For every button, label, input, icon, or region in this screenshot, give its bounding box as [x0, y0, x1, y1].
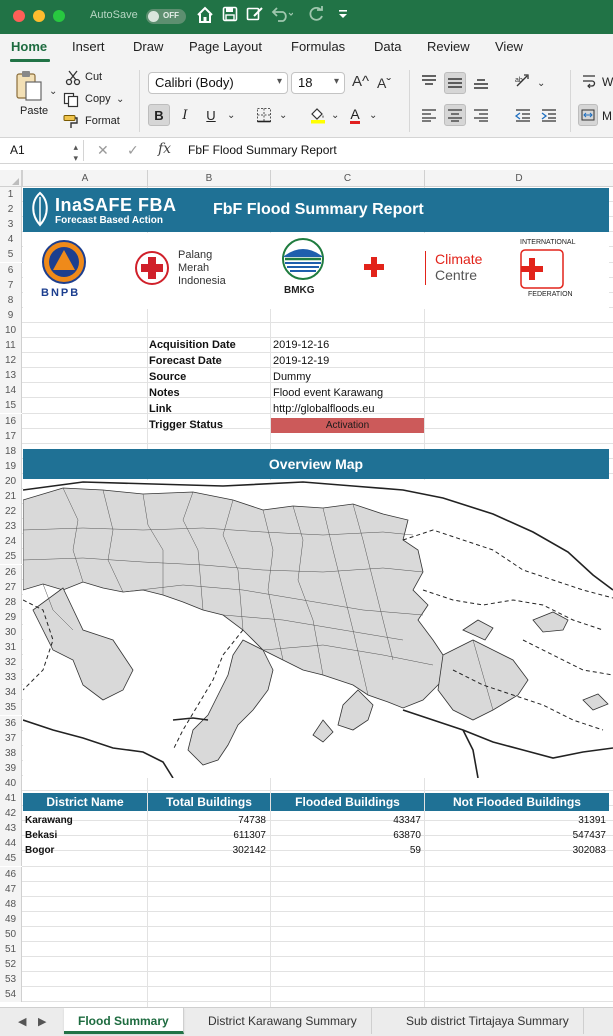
italic-button[interactable]: I — [182, 107, 188, 123]
sheet-tab-flood-summary[interactable]: Flood Summary — [64, 1008, 184, 1034]
inasafe-logo-icon — [27, 191, 53, 232]
grid-row-line — [22, 1001, 613, 1002]
info-value-link[interactable]: http://globalfloods.eu — [273, 403, 375, 415]
cut-label[interactable]: Cut — [85, 71, 103, 83]
logo-title: InaSAFE FBA — [55, 195, 177, 215]
row-header[interactable]: 23 — [0, 519, 22, 534]
column-headers — [0, 170, 613, 187]
bmkg-logo-icon — [277, 237, 329, 286]
table-cell-district[interactable]: Bekasi — [25, 830, 58, 841]
wrap-text-icon[interactable] — [582, 73, 596, 92]
row-header[interactable]: 41 — [0, 791, 22, 806]
table-cell-not-flooded[interactable]: 547437 — [572, 830, 606, 841]
row-header[interactable]: 15 — [0, 398, 22, 413]
row-header[interactable]: 4 — [0, 232, 22, 247]
autosave-state: OFF — [163, 11, 179, 20]
scissors-icon[interactable] — [65, 70, 81, 89]
pmi-line-2: Merah — [178, 262, 210, 274]
row-header[interactable]: 9 — [0, 308, 22, 323]
row-header[interactable]: 16 — [0, 414, 22, 429]
grid-row-line — [22, 986, 613, 987]
row-header[interactable]: 18 — [0, 444, 22, 459]
copy-icon[interactable] — [63, 92, 79, 111]
format-painter-label[interactable]: Format — [85, 115, 120, 127]
overview-map-drawing — [23, 480, 613, 778]
report-header-banner — [23, 188, 609, 232]
toggle-knob — [148, 11, 159, 22]
table-cell-district[interactable]: Bogor — [25, 845, 55, 856]
font-color-letter: A — [350, 105, 360, 122]
column-header-a[interactable]: A — [22, 170, 147, 187]
minimize-window-button[interactable] — [33, 10, 45, 22]
ifrc-bottom-label: FEDERATION — [528, 291, 573, 298]
row-header[interactable]: 25 — [0, 549, 22, 564]
pmi-line-1: Palang — [178, 249, 213, 261]
cell-reference: A1 — [10, 143, 25, 157]
row-header[interactable]: 28 — [0, 595, 22, 610]
font-name-combo[interactable] — [148, 72, 288, 94]
row-header[interactable]: 42 — [0, 806, 22, 821]
home-icon[interactable] — [196, 6, 214, 30]
increase-indent-icon[interactable] — [540, 108, 558, 125]
decrease-indent-icon[interactable] — [514, 108, 532, 125]
grid-row-line — [22, 881, 613, 882]
info-value-source[interactable]: Dummy — [273, 371, 311, 383]
next-sheet-icon[interactable]: ▶ — [38, 1016, 47, 1028]
climate-line-1: Climate — [435, 251, 483, 267]
ifrc-logo-icon — [520, 249, 564, 294]
table-cell-flooded[interactable]: 59 — [409, 845, 421, 856]
ribbon-separator — [570, 70, 571, 132]
row-header[interactable]: 34 — [0, 685, 22, 700]
table-cell-total[interactable]: 611307 — [233, 830, 266, 841]
table-cell-total[interactable]: 74738 — [238, 815, 266, 826]
partner-logos — [23, 233, 609, 309]
info-label-trigger: Trigger Status — [149, 419, 223, 431]
copy-options-chevron-icon[interactable]: ⌄ — [116, 94, 125, 105]
select-all-corner[interactable] — [0, 170, 22, 187]
grid-row-line — [22, 911, 613, 912]
font-color-chevron-icon[interactable]: ⌄ — [369, 110, 378, 121]
info-label-source: Source — [149, 371, 187, 383]
align-bottom-icon[interactable] — [472, 76, 490, 93]
row-header[interactable]: 21 — [0, 489, 22, 504]
paste-options-chevron-icon[interactable]: ⌄ — [49, 86, 58, 97]
tab-page-layout[interactable]: Page Layout — [189, 39, 263, 54]
fill-color-icon[interactable] — [309, 106, 327, 127]
info-label-notes: Notes — [149, 387, 180, 399]
ribbon-separator — [139, 70, 140, 132]
edit-icon[interactable] — [246, 6, 264, 28]
overview-map — [23, 480, 613, 778]
grid-row-line — [22, 322, 613, 323]
row-header[interactable]: 30 — [0, 625, 22, 640]
pmi-logo-icon — [133, 249, 171, 292]
overview-map-banner: Overview Map — [23, 449, 609, 479]
sheet-tab-district-karawang[interactable]: District Karawang Summary — [194, 1008, 372, 1034]
tab-view[interactable]: View — [495, 39, 523, 54]
row-header[interactable]: 7 — [0, 278, 22, 293]
report-title: FbF Flood Summary Report — [213, 201, 424, 218]
wrap-text-label[interactable]: W — [602, 75, 613, 89]
grow-font-icon[interactable]: A^ — [352, 73, 370, 90]
row-header[interactable]: 35 — [0, 700, 22, 715]
undo-icon[interactable] — [271, 6, 293, 28]
climate-line-2: Centre — [435, 267, 478, 283]
table-cell-district[interactable]: Karawang — [25, 815, 73, 826]
table-cell-not-flooded[interactable]: 31391 — [578, 815, 606, 826]
row-header[interactable]: 36 — [0, 716, 22, 731]
row-header[interactable]: 24 — [0, 534, 22, 549]
font-size-value: 18 — [298, 75, 313, 90]
grid-row-line — [22, 941, 613, 942]
zoom-window-button[interactable] — [53, 10, 65, 22]
font-name-chevron-icon: ▾ — [276, 76, 282, 87]
align-left-icon[interactable] — [420, 108, 438, 125]
row-header[interactable]: 17 — [0, 429, 22, 444]
name-box-stepper-icon: ▴ ▾ — [73, 142, 78, 163]
logo-subtitle: Forecast Based Action — [55, 215, 163, 226]
column-header-c[interactable]: C — [270, 170, 424, 187]
row-header[interactable]: 44 — [0, 836, 22, 851]
row-header[interactable]: 49 — [0, 912, 22, 927]
info-label-link: Link — [149, 403, 172, 415]
info-value-forecast[interactable]: 2019-12-19 — [273, 355, 330, 367]
paste-icon[interactable] — [14, 70, 44, 105]
grid-row-line — [22, 352, 613, 353]
ribbon-home — [0, 62, 613, 138]
row-header[interactable]: 1 — [0, 187, 22, 202]
row-header[interactable]: 51 — [0, 942, 22, 957]
redo-icon[interactable] — [307, 6, 325, 28]
row-header[interactable]: 19 — [0, 459, 22, 474]
merge-center-label[interactable]: M — [602, 109, 612, 123]
row-header[interactable]: 54 — [0, 987, 22, 1002]
info-value-acquisition[interactable]: 2019-12-16 — [273, 339, 330, 351]
grid-row-line — [22, 382, 613, 383]
table-header-district: District Name — [23, 793, 147, 811]
underline-button[interactable]: U — [206, 107, 216, 123]
row-header[interactable]: 32 — [0, 655, 22, 670]
row-header[interactable]: 39 — [0, 761, 22, 776]
row-header[interactable]: 53 — [0, 972, 22, 987]
grid-row-line — [22, 443, 613, 444]
borders-icon[interactable] — [256, 107, 272, 126]
grid-row-line — [22, 956, 613, 957]
align-top-icon[interactable] — [420, 74, 438, 91]
paste-label[interactable]: Paste — [20, 105, 49, 117]
svg-text:ab: ab — [515, 77, 523, 84]
tab-formulas[interactable]: Formulas — [291, 39, 346, 54]
autosave-label: AutoSave — [90, 9, 138, 21]
row-header[interactable]: 31 — [0, 640, 22, 655]
title-bar — [0, 0, 613, 34]
climate-centre-divider — [425, 251, 426, 285]
row-header[interactable]: 11 — [0, 338, 22, 353]
worksheet-grid[interactable] — [0, 187, 613, 1007]
row-header[interactable]: 3 — [0, 217, 22, 232]
copy-label[interactable]: Copy — [85, 93, 111, 105]
customize-toolbar-icon[interactable] — [337, 6, 349, 28]
bnpb-label: BNPB — [41, 287, 81, 299]
cancel-entry-icon[interactable]: ✕ — [97, 142, 109, 158]
info-label-forecast: Forecast Date — [149, 355, 222, 367]
previous-sheet-icon[interactable]: ◀ — [18, 1016, 27, 1028]
grid-row-line — [22, 790, 613, 791]
info-label-acquisition: Acquisition Date — [149, 339, 236, 351]
row-header[interactable]: 22 — [0, 504, 22, 519]
grid-row-line — [22, 896, 613, 897]
autosave-toggle[interactable] — [146, 9, 186, 24]
align-middle-button[interactable] — [444, 72, 466, 94]
close-window-button[interactable] — [13, 10, 25, 22]
bnpb-logo-icon — [39, 239, 89, 290]
info-value-notes[interactable]: Flood event Karawang — [273, 387, 384, 399]
tab-draw[interactable]: Draw — [133, 39, 164, 54]
red-cross-icon — [363, 255, 413, 284]
bold-button[interactable]: B — [148, 104, 170, 126]
align-right-icon[interactable] — [472, 108, 490, 125]
ifrc-top-label: INTERNATIONAL — [520, 239, 576, 246]
tab-home[interactable]: Home — [11, 39, 48, 54]
row-header[interactable]: 45 — [0, 851, 22, 866]
confirm-entry-icon[interactable]: ✓ — [127, 142, 139, 158]
grid-row-line — [22, 926, 613, 927]
orientation-chevron-icon[interactable]: ⌄ — [537, 78, 546, 89]
row-header[interactable]: 48 — [0, 897, 22, 912]
grid-row-line — [22, 367, 613, 368]
font-color-button[interactable] — [344, 104, 366, 126]
grid-row-line — [22, 337, 613, 338]
tab-review[interactable]: Review — [427, 39, 470, 54]
tab-data[interactable]: Data — [374, 39, 402, 54]
row-header[interactable]: 20 — [0, 474, 22, 489]
row-header[interactable]: 29 — [0, 610, 22, 625]
formula-input[interactable]: FbF Flood Summary Report — [188, 143, 337, 157]
row-header[interactable]: 37 — [0, 731, 22, 746]
row-header[interactable]: 5 — [0, 247, 22, 262]
save-icon[interactable] — [222, 6, 238, 28]
trigger-status-badge[interactable]: Activation — [271, 418, 424, 433]
row-header[interactable]: 27 — [0, 580, 22, 595]
row-header[interactable]: 10 — [0, 323, 22, 338]
underline-chevron-icon[interactable]: ⌄ — [227, 110, 236, 121]
grid-row-line — [22, 866, 613, 867]
row-header[interactable]: 26 — [0, 565, 22, 580]
format-painter-icon[interactable] — [63, 114, 79, 133]
row-header[interactable]: 14 — [0, 383, 22, 398]
row-header[interactable]: 8 — [0, 293, 22, 308]
borders-chevron-icon[interactable]: ⌄ — [279, 110, 288, 121]
row-header[interactable]: 50 — [0, 927, 22, 942]
sheet-tab-bar — [0, 1007, 613, 1036]
ribbon-tab-bar — [0, 34, 613, 62]
row-header[interactable]: 33 — [0, 670, 22, 685]
tab-insert[interactable]: Insert — [72, 39, 105, 54]
row-header[interactable]: 46 — [0, 867, 22, 882]
sheet-tab-subdistrict-tirtajaya[interactable]: Sub district Tirtajaya Summary — [392, 1008, 584, 1034]
grid-row-line — [22, 971, 613, 972]
row-header[interactable]: 52 — [0, 957, 22, 972]
column-header-b[interactable]: B — [147, 170, 270, 187]
row-header[interactable]: 6 — [0, 263, 22, 278]
bmkg-label: BMKG — [284, 285, 315, 296]
row-header[interactable]: 2 — [0, 202, 22, 217]
ribbon-separator — [409, 70, 410, 132]
table-cell-flooded[interactable]: 43347 — [393, 815, 421, 826]
shrink-font-icon[interactable]: Aˇ — [377, 75, 391, 91]
table-header-not-flooded: Not Flooded Buildings — [425, 793, 609, 811]
table-header-flooded: Flooded Buildings — [271, 793, 424, 811]
table-cell-flooded[interactable]: 63870 — [393, 830, 421, 841]
fill-color-chevron-icon[interactable]: ⌄ — [331, 110, 340, 121]
merge-center-button[interactable] — [578, 104, 598, 126]
insert-function-icon[interactable]: fx — [158, 141, 172, 157]
align-center-button[interactable] — [444, 104, 466, 126]
formula-bar — [0, 138, 613, 164]
font-name-value: Calibri (Body) — [155, 75, 234, 90]
name-box[interactable] — [4, 140, 84, 161]
column-header-d[interactable]: D — [424, 170, 613, 187]
row-header[interactable]: 38 — [0, 746, 22, 761]
orientation-icon[interactable] — [514, 72, 532, 93]
row-header[interactable]: 13 — [0, 368, 22, 383]
table-cell-total[interactable]: 302142 — [232, 845, 266, 856]
pmi-line-3: Indonesia — [178, 275, 226, 287]
row-header[interactable]: 43 — [0, 821, 22, 836]
row-header[interactable]: 40 — [0, 776, 22, 791]
table-header-total: Total Buildings — [148, 793, 270, 811]
table-cell-not-flooded[interactable]: 302083 — [572, 845, 606, 856]
font-size-chevron-icon: ▾ — [333, 76, 339, 87]
font-size-combo[interactable] — [291, 72, 345, 94]
row-header[interactable]: 47 — [0, 882, 22, 897]
row-header[interactable]: 12 — [0, 353, 22, 368]
